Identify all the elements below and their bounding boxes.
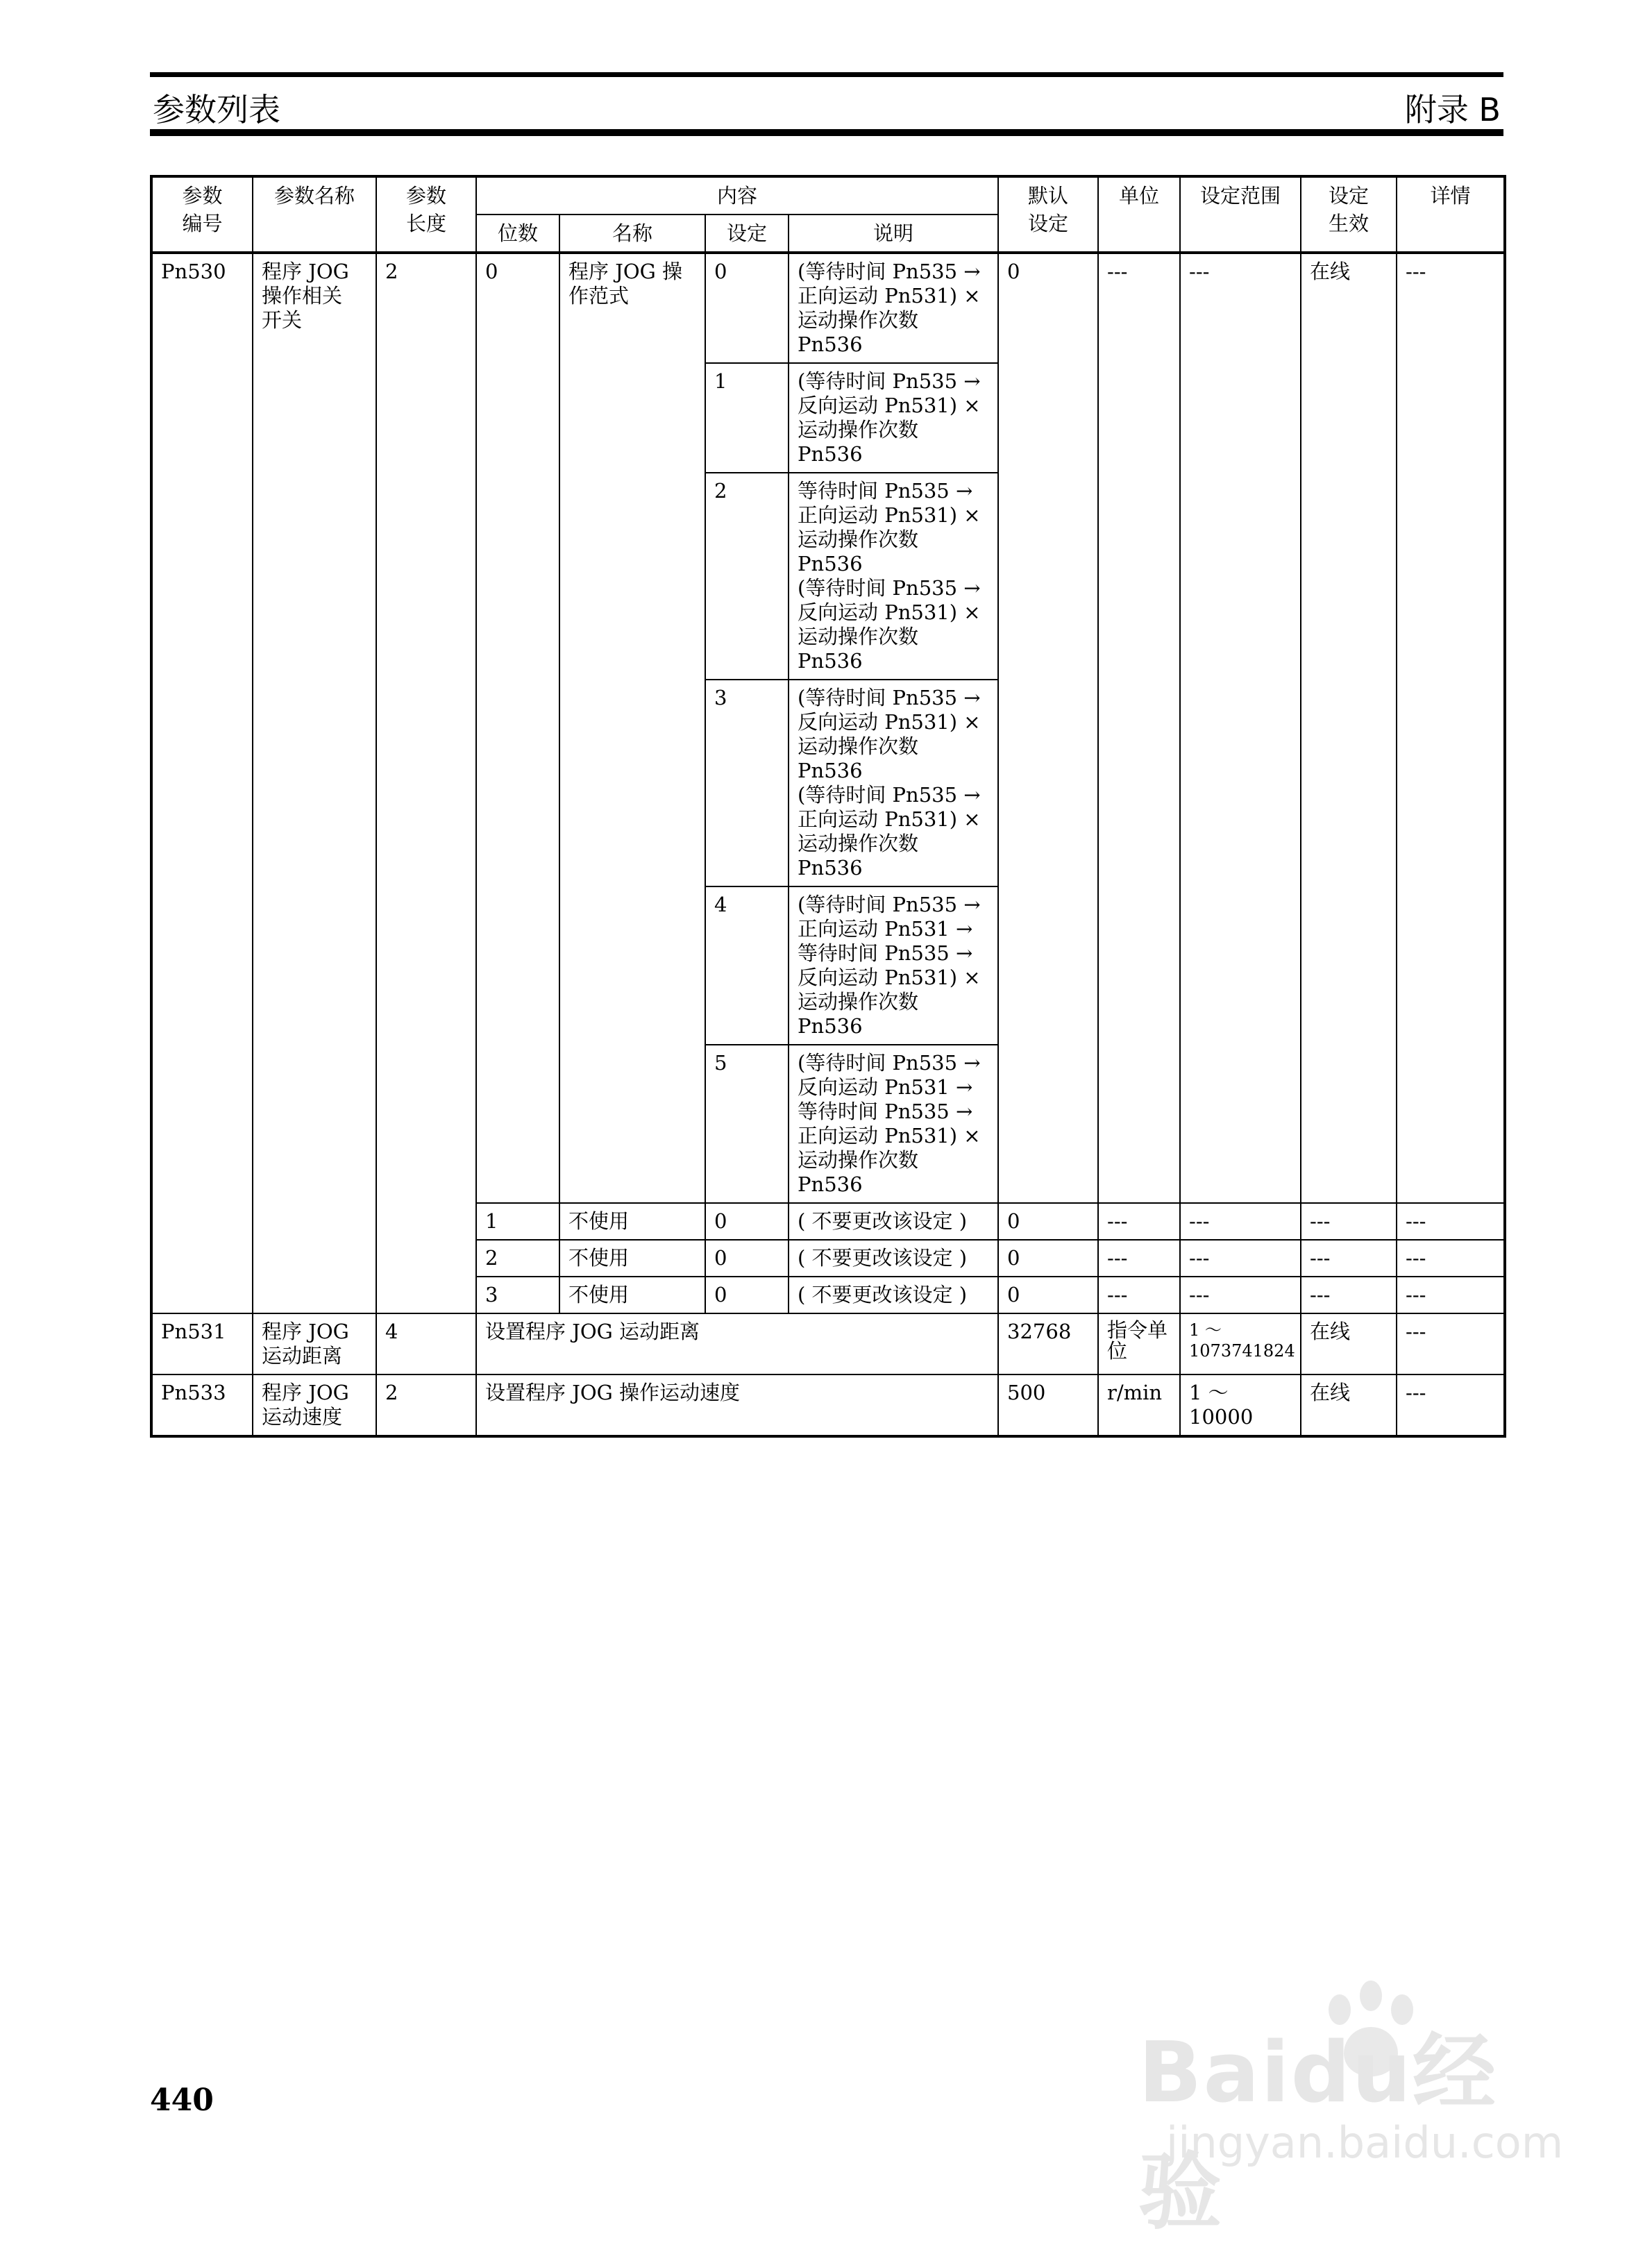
watermark-url: jingyan.baidu.com	[1166, 2117, 1564, 2168]
cell-unit: r/min	[1098, 1374, 1180, 1436]
page-number: 440	[150, 2083, 214, 2118]
cell-details: ---	[1397, 1313, 1505, 1374]
cell-param-no: Pn531	[151, 1313, 253, 1374]
cell-digit: 1	[476, 1203, 559, 1240]
cell-desc: (等待时间 Pn535 → 正向运动 Pn531) × 运动操作次数 Pn536	[789, 253, 998, 363]
cell-content: 设置程序 JOG 操作运动速度	[476, 1374, 998, 1436]
cell-desc: (等待时间 Pn535 → 反向运动 Pn531) × 运动操作次数 Pn536 (等待时间 Pn535 → 正向运动 Pn531) × 运动操作次数 Pn536	[789, 680, 998, 886]
cell-setting: 1	[705, 363, 789, 473]
cell-desc: (等待时间 Pn535 → 反向运动 Pn531 → 等待时间 Pn535 → 正向运动 Pn531) × 运动操作次数 Pn536	[789, 1045, 998, 1203]
cell-param-len: 4	[376, 1313, 476, 1374]
header-default: 默认 设定	[998, 176, 1098, 253]
cell-effective: 在线	[1301, 1374, 1397, 1436]
cell-desc: (等待时间 Pn535 → 反向运动 Pn531) × 运动操作次数 Pn536	[789, 363, 998, 473]
cell-setting: 3	[705, 680, 789, 886]
cell-range: ---	[1180, 1203, 1301, 1240]
header-details: 详情	[1397, 176, 1505, 253]
cell-name: 不使用	[559, 1203, 705, 1240]
cell-setting: 4	[705, 886, 789, 1045]
header-range: 设定范围	[1180, 176, 1301, 253]
cell-param-no: Pn530	[151, 253, 253, 1313]
cell-setting: 0	[705, 1240, 789, 1277]
header-name: 名称	[559, 215, 705, 253]
cell-unit: ---	[1098, 253, 1180, 1203]
header-appendix-label: 附录 B	[1404, 91, 1501, 128]
cell-desc: ( 不要更改该设定 )	[789, 1203, 998, 1240]
cell-digit: 3	[476, 1277, 559, 1313]
header-content: 内容	[476, 176, 998, 215]
cell-param-no: Pn533	[151, 1374, 253, 1436]
parameter-table	[150, 175, 1506, 1438]
cell-digit: 2	[476, 1240, 559, 1277]
watermark	[1138, 1978, 1569, 2241]
header-param-no: 参数 编号	[151, 176, 253, 253]
cell-unit: ---	[1098, 1277, 1180, 1313]
header-param-name: 参数名称	[253, 176, 376, 253]
cell-range: ---	[1180, 253, 1301, 1203]
cell-default: 500	[998, 1374, 1098, 1436]
header-param-len: 参数 长度	[376, 176, 476, 253]
header-section-title: 参数列表	[153, 91, 280, 128]
cell-default: 0	[998, 1203, 1098, 1240]
header-desc: 说明	[789, 215, 998, 253]
header-rule-bottom	[150, 129, 1503, 136]
cell-desc: ( 不要更改该设定 )	[789, 1277, 998, 1313]
cell-setting: 0	[705, 1277, 789, 1313]
cell-effective: ---	[1301, 1203, 1397, 1240]
cell-name: 不使用	[559, 1240, 705, 1277]
cell-effective: ---	[1301, 1277, 1397, 1313]
cell-setting: 5	[705, 1045, 789, 1203]
cell-range: 1 ～ 1073741824	[1180, 1313, 1301, 1374]
cell-desc: (等待时间 Pn535 → 正向运动 Pn531 → 等待时间 Pn535 → 反向运动 Pn531) × 运动操作次数 Pn536	[789, 886, 998, 1045]
cell-details: ---	[1397, 253, 1505, 1203]
cell-content: 设置程序 JOG 运动距离	[476, 1313, 998, 1374]
header-digit: 位数	[476, 215, 559, 253]
cell-effective: 在线	[1301, 253, 1397, 1203]
cell-default: 0	[998, 1277, 1098, 1313]
table-row	[151, 1374, 1505, 1436]
table-row	[151, 1313, 1505, 1374]
header-rule-top	[150, 72, 1503, 77]
cell-desc: ( 不要更改该设定 )	[789, 1240, 998, 1277]
cell-setting: 2	[705, 473, 789, 680]
cell-param-name: 程序 JOG 运动速度	[253, 1374, 376, 1436]
watermark-logo: Baidu经验	[1138, 2025, 1497, 2241]
cell-range: ---	[1180, 1240, 1301, 1277]
cell-default: 32768	[998, 1313, 1098, 1374]
cell-param-name: 程序 JOG 运动距离	[253, 1313, 376, 1374]
cell-param-len: 2	[376, 1374, 476, 1436]
cell-unit: ---	[1098, 1240, 1180, 1277]
cell-setting: 0	[705, 253, 789, 363]
cell-details: ---	[1397, 1277, 1505, 1313]
header-unit: 单位	[1098, 176, 1180, 253]
cell-default: 0	[998, 1240, 1098, 1277]
cell-param-len: 2	[376, 253, 476, 1313]
cell-effective: 在线	[1301, 1313, 1397, 1374]
header-effective: 设定 生效	[1301, 176, 1397, 253]
cell-unit: 指令单 位	[1098, 1313, 1180, 1374]
cell-range: ---	[1180, 1277, 1301, 1313]
cell-details: ---	[1397, 1240, 1505, 1277]
cell-details: ---	[1397, 1374, 1505, 1436]
cell-setting: 0	[705, 1203, 789, 1240]
table-row	[151, 253, 1505, 363]
cell-unit: ---	[1098, 1203, 1180, 1240]
cell-details: ---	[1397, 1203, 1505, 1240]
cell-name: 不使用	[559, 1277, 705, 1313]
cell-effective: ---	[1301, 1240, 1397, 1277]
cell-range: 1 ～ 10000	[1180, 1374, 1301, 1436]
cell-param-name: 程序 JOG 操作相关 开关	[253, 253, 376, 1313]
cell-default: 0	[998, 253, 1098, 1203]
header-setting: 设定	[705, 215, 789, 253]
page-header	[150, 72, 1503, 135]
cell-digit: 0	[476, 253, 559, 1203]
cell-desc: 等待时间 Pn535 → 正向运动 Pn531) × 运动操作次数 Pn536 (等待时间 Pn535 → 反向运动 Pn531) × 运动操作次数 Pn536	[789, 473, 998, 680]
cell-name: 程序 JOG 操 作范式	[559, 253, 705, 1203]
